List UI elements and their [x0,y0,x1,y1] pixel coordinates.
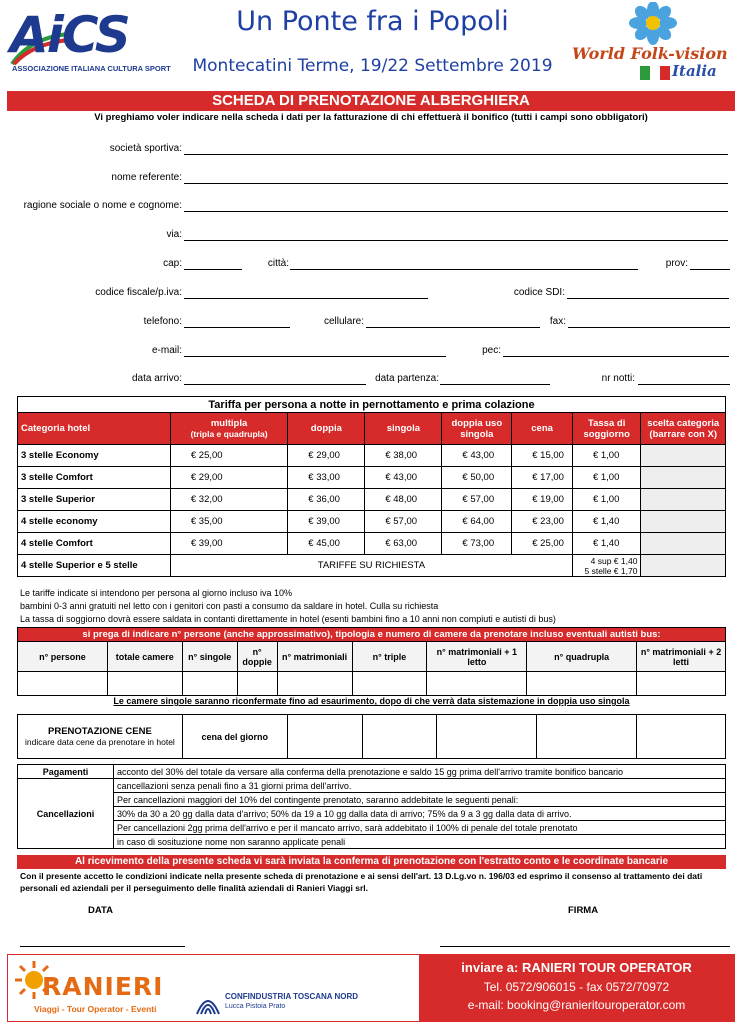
firma-label: FIRMA [568,905,599,916]
th-matrimoniali: n° matrimoniali [277,642,352,672]
label-email: e-mail: [151,345,182,356]
input-doppie[interactable] [237,672,277,696]
cell-cena: € 19,00 [512,489,573,511]
th-triple: n° triple [352,642,427,672]
field-prov[interactable] [690,269,730,270]
rooms-table [17,627,726,696]
cell-singola: € 57,00 [365,511,442,533]
input-singole[interactable] [182,672,237,696]
cell-cat: 3 stelle Comfort [18,467,171,489]
consent-text: Con il presente accetto le condizioni indicate nella presente scheda di prenotazione e ai sensi dell'art. 13 D.Lg.vo n. 196/03 ed esprimo il consenso al trattamento dei dati personali ed aziendali per il perseguimento delle finalità aziendali di Ranieri Viaggi srl. [20,871,703,893]
field-pec[interactable] [503,356,729,357]
tariff-notes [20,587,556,626]
label-referente: nome referente: [111,172,182,183]
cell-tassa: € 1,00 [572,467,641,489]
dinner-date-cell[interactable] [637,715,726,759]
label-data-arrivo: data arrivo: [131,373,182,384]
th-singole: n° singole [182,642,237,672]
cell-scelta[interactable] [641,555,726,577]
cell-multipla: € 39,00 [170,533,287,555]
aics-subtitle: ASSOCIAZIONE ITALIANA CULTURA SPORT [12,64,171,73]
tariff-caption: Tariffa per persona a notte in pernottamento e prima colazione [18,397,726,413]
cell-cat: 4 stelle economy [18,511,171,533]
th-quadrupla: n° quadrupla [527,642,637,672]
cell-tassa: € 1,40 [572,511,641,533]
table-row [18,555,726,577]
cell-multipla: € 35,00 [170,511,287,533]
cell-tassa: 4 sup € 1,40 5 stelle € 1,70 [572,555,641,577]
field-ragione[interactable] [184,211,728,212]
cell-scelta[interactable] [641,489,726,511]
input-persone[interactable] [18,672,108,696]
confindustria-icon [195,986,221,1016]
event-subtitle: Montecatini Terme, 19/22 Settembre 2019 [192,56,553,76]
cell-tassa: € 1,00 [572,489,641,511]
field-societa[interactable] [184,154,728,155]
th-doppia: doppia [288,413,365,445]
th-scelta: scelta categoria (barrare con X) [641,413,726,445]
cell-doppia: € 29,00 [288,445,365,467]
field-codice-sdi[interactable] [567,298,729,299]
dinner-date-cell[interactable] [362,715,437,759]
cell-su-richiesta: TARIFFE SU RICHIESTA [170,555,572,577]
cell-dus: € 50,00 [442,467,512,489]
cell-doppia: € 33,00 [288,467,365,489]
aics-letters: AiCS [10,6,129,64]
contact-box [419,955,734,1021]
wfv-italia: Italia [672,62,717,80]
dinner-date-cell[interactable] [537,715,637,759]
label-notti: nr notti: [601,373,635,384]
cell-singola: € 43,00 [365,467,442,489]
cell-dus: € 57,00 [442,489,512,511]
cell-singola: € 48,00 [365,489,442,511]
form-banner: SCHEDA DI PRENOTAZIONE ALBERGHIERA [7,91,735,111]
field-via[interactable] [184,240,728,241]
label-fax: fax: [549,316,566,327]
label-prov: prov: [665,258,688,269]
cell-singola: € 38,00 [365,445,442,467]
cell-cat: 4 stelle Superior e 5 stelle [18,555,171,577]
field-fax[interactable] [568,327,730,328]
cell-multipla: € 25,00 [170,445,287,467]
dinners-table [17,714,726,759]
cancellation-line: Per cancellazioni maggiori del 10% del contingente prenotato, saranno addebitate le seguenti penali: [114,793,726,807]
cell-cena: € 23,00 [512,511,573,533]
input-triple[interactable] [352,672,427,696]
intro-text: Vi preghiamo voler indicare nella scheda i dati per la fatturazione di chi effettuerà il bonifico (tutti i campi sono obbligatori) [94,112,648,123]
cancellation-line: 30% da 30 a 20 gg dalla data d'arrivo; 50% da 19 a 10 gg dalla data di arrivo; 75% da 9 a 3 gg dalla data di arrivo. [114,807,726,821]
ranieri-logo [14,960,174,1020]
confirm-bar: Al ricevimento della presente scheda vi sarà inviata la conferma di prenotazione con l'estratto conto e le coordinate bancarie [17,855,726,869]
th-doppie: n° doppie [237,642,277,672]
confindustria-logo [195,984,395,1020]
table-row [18,467,726,489]
dinner-date-cell[interactable] [437,715,537,759]
aics-logo [10,6,171,76]
dinners-label: PRENOTAZIONE CENE indicare data cene da prenotare in hotel [18,715,183,759]
event-title: Un Ponte fra i Popoli [236,6,509,37]
cell-cena: € 17,00 [512,467,573,489]
cell-cat: 3 stelle Economy [18,445,171,467]
data-label: DATA [88,905,113,916]
flower-icon [618,2,688,46]
cancellation-line: in caso di sosituzione nome non saranno applicate penali [114,835,726,849]
cancellation-line: cancellazioni senza penali fino a 31 giorni prima dell'arrivo. [114,779,726,793]
note-line: Le tariffe indicate si intendono per persona al giorno incluso iva 10% [20,588,293,598]
field-codice-fiscale[interactable] [184,298,428,299]
table-row [18,511,726,533]
table-row [18,489,726,511]
label-via: via: [166,229,182,240]
cell-doppia: € 45,00 [288,533,365,555]
th-persone: n° persone [18,642,108,672]
cell-cena: € 25,00 [512,533,573,555]
dinner-date-cell[interactable] [287,715,362,759]
data-field[interactable] [20,946,185,947]
th-matrimoniali-1: n° matrimoniali + 1 letto [427,642,527,672]
tariff-table [17,396,726,577]
cena-del-giorno-label: cena del giorno [182,715,287,759]
label-cap: cap: [163,258,182,269]
th-tassa: Tassa di soggiorno [572,413,641,445]
confindustria-sub: Lucca Pistoia Prato [225,1003,286,1010]
payments-label: Pagamenti [18,765,114,779]
ranieri-sub: Viaggi - Tour Operator - Eventi [34,1004,157,1014]
italy-flag-icon [640,66,670,80]
table-row [18,445,726,467]
cell-cat: 3 stelle Superior [18,489,171,511]
field-cellulare[interactable] [366,327,540,328]
table-row [18,533,726,555]
cell-dus: € 64,00 [442,511,512,533]
firma-field[interactable] [440,946,730,947]
label-citta: città: [267,258,289,269]
send-to: inviare a: RANIERI TOUR OPERATOR [461,960,692,975]
payments-text: acconto del 30% del totale da versare alla conferma della prenotazione e saldo 15 gg prima dell'arrivo tramite bonifico bancario [114,765,726,779]
label-cellulare: cellulare: [323,316,364,327]
cell-multipla: € 32,00 [170,489,287,511]
cell-scelta[interactable] [641,533,726,555]
cell-scelta[interactable] [641,467,726,489]
cell-scelta[interactable] [641,445,726,467]
label-ragione: ragione sociale o nome e cognome: [23,200,182,211]
cell-dus: € 43,00 [442,445,512,467]
label-telefono: telefono: [143,316,182,327]
th-multipla: multipla (tripla e quadrupla) [170,413,287,445]
th-cena: cena [512,413,573,445]
field-telefono[interactable] [184,327,290,328]
wfv-text: World Folk-vision [572,44,728,63]
cell-singola: € 63,00 [365,533,442,555]
input-totale-camere[interactable] [107,672,182,696]
input-matrimoniali-1[interactable] [427,672,527,696]
ranieri-name: RANIERI [42,972,164,1001]
label-codice-sdi: codice SDI: [513,287,565,298]
field-data-partenza[interactable] [440,384,550,385]
label-data-partenza: data partenza: [375,373,439,384]
field-data-arrivo[interactable] [184,384,366,385]
field-referente[interactable] [184,183,728,184]
note-line: La tassa di soggiorno dovrà essere saldata in contanti direttamente in hotel (esenti bambini fino a 10 anni non compiuti e autisti di bus) [20,614,556,624]
field-cap[interactable] [184,269,242,270]
field-notti[interactable] [638,384,730,385]
cancellations-label: Cancellazioni [18,779,114,849]
field-email[interactable] [184,356,446,357]
label-codice-fiscale: codice fiscale/p.iva: [95,287,182,298]
cell-doppia: € 39,00 [288,511,365,533]
th-singola: singola [365,413,442,445]
rooms-banner: si prega di indicare n° persone (anche approssimativo), tipologia e numero di camere da prenotare incluso eventuali autisti bus: [18,628,726,642]
cell-tassa: € 1,40 [572,533,641,555]
th-dus: doppia uso singola [442,413,512,445]
cell-doppia: € 36,00 [288,489,365,511]
label-societa: società sportiva: [109,143,182,154]
cell-multipla: € 29,00 [170,467,287,489]
th-matrimoniali-2: n° matrimoniali + 2 letti [637,642,726,672]
contact-email[interactable]: e-mail: booking@ranieritouroperator.com [467,998,686,1012]
th-categoria: Categoria hotel [18,413,171,445]
singole-note: Le camere singole saranno riconfermate fino ad esaurimento, dopo di che verrà data sistemazione in doppia uso singola [113,696,630,706]
cancellation-line: Per cancellazioni 2gg prima dell'arrivo e per il mancato arrivo, sarà addebitato il 100% di penale del totale prenotato [114,821,726,835]
cell-dus: € 73,00 [442,533,512,555]
cell-cat: 4 stelle Comfort [18,533,171,555]
input-matrimoniali[interactable] [277,672,352,696]
phones: Tel. 0572/906015 - fax 0572/70972 [483,980,670,994]
input-quadrupla[interactable] [527,672,637,696]
cell-cena: € 15,00 [512,445,573,467]
conditions-table [17,764,726,849]
cell-scelta[interactable] [641,511,726,533]
cell-tassa: € 1,00 [572,445,641,467]
input-matrimoniali-2[interactable] [637,672,726,696]
th-totale-camere: totale camere [107,642,182,672]
field-citta[interactable] [290,269,638,270]
note-line: bambini 0-3 anni gratuiti nel letto con i genitori con pasti a consumo da saldare in hotel. Culla su richiesta [20,601,439,611]
confindustria-name: CONFINDUSTRIA TOSCANA NORD [225,992,359,1001]
world-folk-vision-logo [570,2,735,88]
label-pec: pec: [482,345,501,356]
